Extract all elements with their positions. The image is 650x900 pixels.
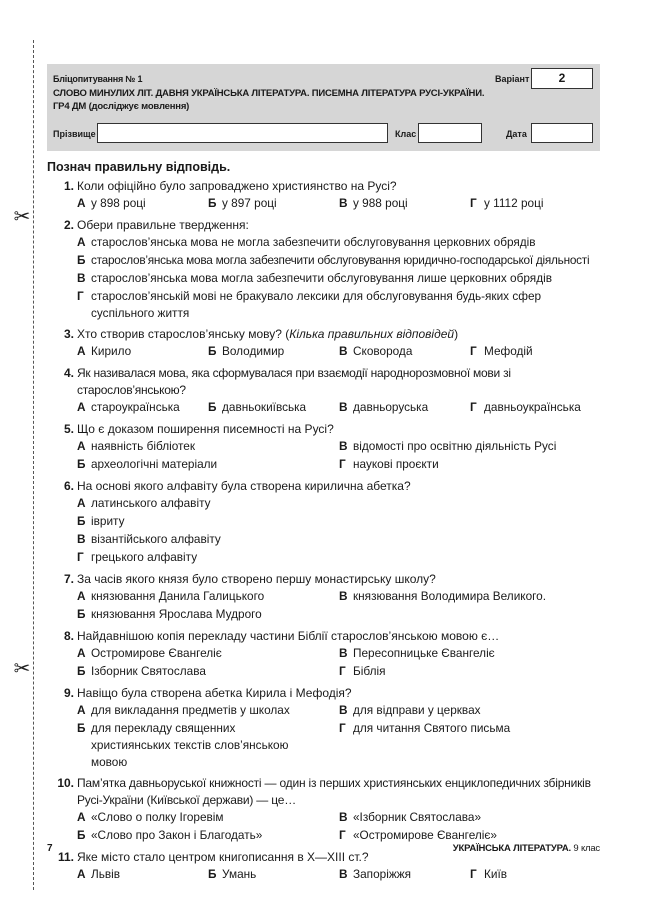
question-text: За часів якого князя було створено першу монастирську школу?	[77, 572, 436, 586]
option-b[interactable]: Б Володимир	[208, 344, 285, 358]
question-text: Коли офіційно було запроваджено християнство на Русі?	[77, 179, 397, 193]
question-9	[47, 685, 607, 771]
option-b[interactable]: Б давньокиївська	[208, 400, 307, 414]
question-text: Пам’ятка давньоруської книжності — один із перших християнських енциклопедичних збірників Русі-України (Київської держави) — це…	[77, 776, 591, 807]
question-4	[47, 365, 607, 417]
questions-list	[47, 178, 607, 888]
option-a[interactable]: А Львів	[77, 867, 121, 881]
option-b[interactable]: Б Умань	[208, 867, 257, 881]
option-v[interactable]: В у 988 році	[339, 196, 408, 210]
question-text: На основі якого алфавіту була створена кирилична абетка?	[77, 479, 411, 493]
option-a[interactable]: А Кирило	[77, 344, 132, 358]
test-group: ГР4 ДМ (досліджує мовлення)	[53, 101, 190, 112]
option-v[interactable]: В відомості про освітню діяльність Русі	[339, 439, 557, 453]
option-v[interactable]: В давньоруська	[339, 400, 429, 414]
option-v[interactable]: В князювання Володимира Великого.	[339, 589, 547, 603]
option-v[interactable]: В візантійського алфавіту	[77, 532, 221, 546]
option-v[interactable]: В «Ізборник Святослава»	[339, 810, 482, 824]
option-b[interactable]: Б івриту	[77, 514, 125, 528]
question-5	[47, 421, 607, 474]
question-number: 7.	[63, 572, 74, 586]
question-6	[47, 478, 607, 567]
question-number: 4.	[63, 366, 74, 380]
surname-field[interactable]	[97, 123, 388, 143]
footer-subject: УКРАЇНСЬКА ЛІТЕРАТУРА. 9 клас	[452, 843, 600, 854]
question-text: Хто створив старослов’янську мову? (Кілька правильних відповідей)	[77, 327, 459, 341]
page-number: 7	[47, 843, 53, 854]
question-text: Навіщо була створена абетка Кирила і Мефодія?	[77, 686, 352, 700]
question-number: 2.	[63, 218, 74, 232]
cut-line	[33, 40, 34, 890]
class-label: Клас	[395, 129, 417, 139]
question-text: Що є доказом поширення писемності на Русі?	[77, 422, 334, 436]
option-a[interactable]: А у 898 році	[77, 196, 146, 210]
scissors-icon: ✂	[11, 206, 33, 228]
surname-label: Прізвище	[53, 129, 96, 139]
option-v[interactable]: В Пересопницьке Євангеліє	[339, 646, 495, 660]
option-v[interactable]: В Сковорода	[339, 344, 413, 358]
question-8	[47, 628, 607, 681]
question-7	[47, 571, 607, 624]
question-number: 11.	[57, 850, 74, 864]
date-field[interactable]	[531, 123, 593, 143]
option-a[interactable]: А князювання Данила Галицького	[77, 589, 265, 603]
option-v[interactable]: В Запоріжжя	[339, 867, 411, 881]
instruction: Познач правильну відповідь.	[47, 160, 231, 174]
option-b[interactable]: Б «Слово про Закон і Благодать»	[77, 828, 263, 842]
option-b[interactable]: Б Ізборник Святослава	[77, 664, 206, 678]
option-b[interactable]: Б князювання Ярослава Мудрого	[77, 607, 262, 621]
question-number: 1.	[63, 179, 74, 193]
option-b[interactable]: Б для перекладу священних християнських текстів слов’янською мовою	[77, 721, 289, 769]
variant-label: Варіант	[495, 74, 530, 84]
option-h[interactable]: Г наукові проєкти	[339, 457, 439, 471]
question-number: 8.	[63, 629, 74, 643]
option-v[interactable]: В старослов’янська мова могла забезпечити обслуговування лише церковних обрядів	[77, 271, 552, 285]
question-number: 5.	[63, 422, 74, 436]
question-number: 3.	[63, 327, 74, 341]
test-header	[47, 64, 600, 151]
test-topic: СЛОВО МИНУЛИХ ЛІТ. ДАВНЯ УКРАЇНСЬКА ЛІТЕРАТУРА. ПИСЕМНА ЛІТЕРАТУРА РУСІ-УКРАЇНИ.	[53, 88, 485, 99]
question-number: 6.	[63, 479, 74, 493]
question-number: 10.	[57, 776, 74, 790]
variant-field[interactable]: 2	[531, 68, 593, 89]
option-h[interactable]: Г «Остромирове Євангеліє»	[339, 828, 497, 842]
option-a[interactable]: А староукраїнська	[77, 400, 180, 414]
option-h[interactable]: Г у 1112 році	[470, 196, 544, 210]
option-h[interactable]: Г старослов’янській мові не бракувало лексики для обслуговування будь-яких сфер суспільного життя	[77, 289, 542, 320]
question-text: Яке місто стало центром книгописання в Х—ХІІІ ст.?	[77, 850, 369, 864]
question-10	[47, 775, 607, 845]
scissors-icon: ✂	[11, 658, 33, 680]
test-title: Бліцопитування № 1	[53, 74, 143, 84]
option-b[interactable]: Б старослов’янська мова могла забезпечити обслуговування юридично-господарської діяльності	[77, 253, 590, 267]
option-a[interactable]: А наявність бібліотек	[77, 439, 195, 453]
question-1	[47, 178, 607, 213]
option-a[interactable]: А старослов’янська мова не могла забезпечити обслуговування церковних обрядів	[77, 235, 536, 249]
option-a[interactable]: А латинського алфавіту	[77, 496, 211, 510]
question-hint: Кілька правильних відповідей	[289, 327, 455, 341]
option-a[interactable]: А Остромирове Євангеліє	[77, 646, 222, 660]
class-field[interactable]	[418, 123, 482, 143]
option-b[interactable]: Б археологічні матеріали	[77, 457, 218, 471]
option-h[interactable]: Г Київ	[470, 867, 508, 881]
option-h[interactable]: Г Біблія	[339, 664, 386, 678]
question-number: 9.	[63, 686, 74, 700]
option-h[interactable]: Г давньоукраїнська	[470, 400, 581, 414]
option-h[interactable]: Г Мефодій	[470, 344, 533, 358]
question-2	[47, 217, 607, 322]
question-text: Найдавнішою копія перекладу частини Біблії старослов’янською мовою є…	[77, 629, 500, 643]
date-label: Дата	[506, 129, 527, 139]
option-h[interactable]: Г для читання Святого письма	[339, 721, 511, 735]
option-b[interactable]: Б у 897 році	[208, 196, 277, 210]
question-11	[47, 849, 607, 884]
question-text: Як називалася мова, яка сформувалася при взаємодії народнорозмовної мови зі старослов’янською?	[77, 366, 511, 397]
option-a[interactable]: А для викладання предметів у школах	[77, 703, 290, 717]
option-h[interactable]: Г грецького алфавіту	[77, 550, 198, 564]
question-3	[47, 326, 607, 361]
option-v[interactable]: В для відправи у церквах	[339, 703, 481, 717]
option-a[interactable]: А «Слово о полку Ігоревім	[77, 810, 224, 824]
question-text: Обери правильне твердження:	[77, 218, 249, 232]
